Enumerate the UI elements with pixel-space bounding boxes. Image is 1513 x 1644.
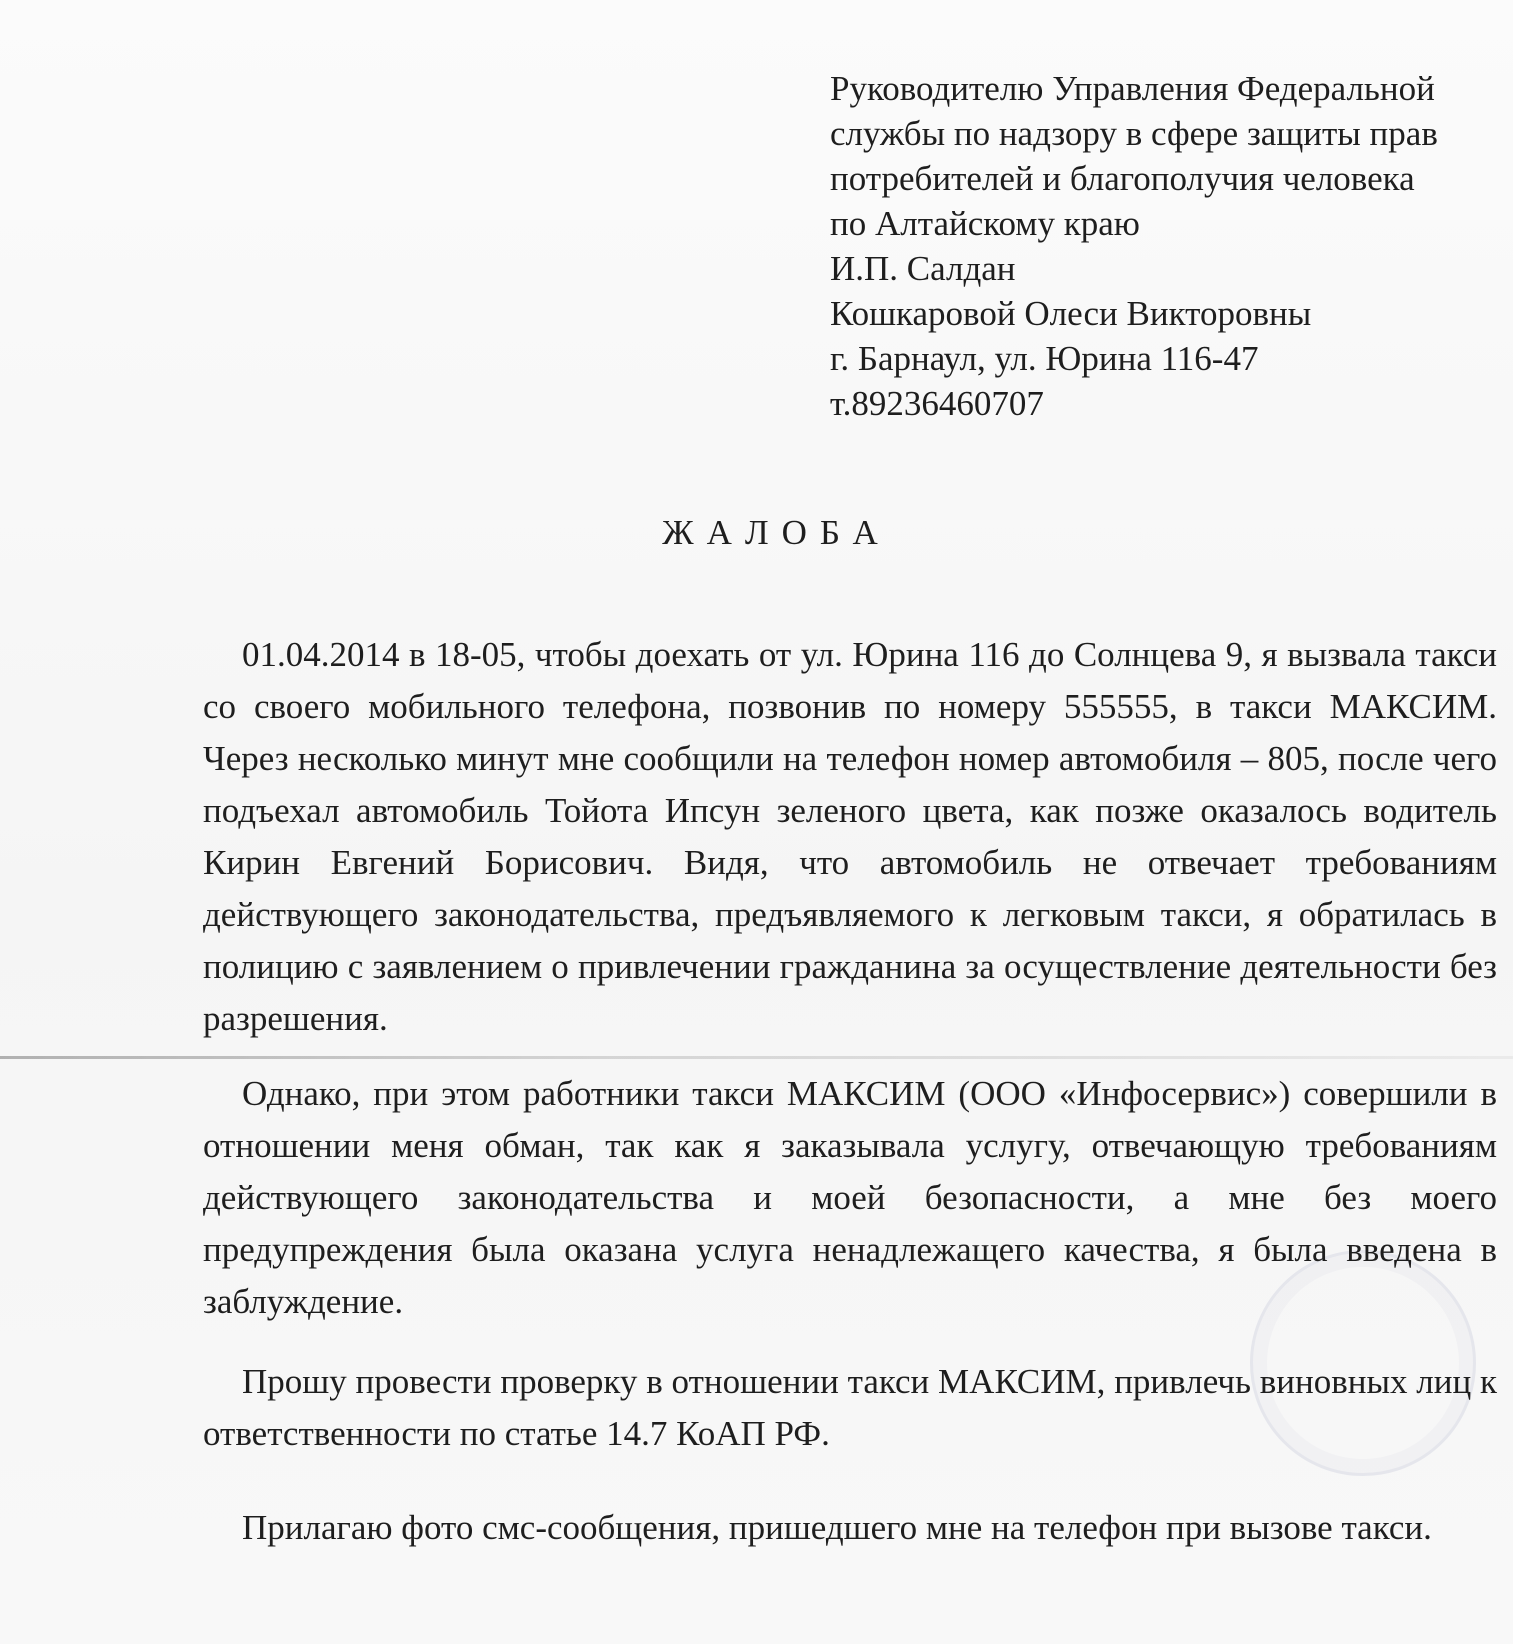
addressee-line: службы по надзору в сфере защиты прав <box>830 114 1438 153</box>
body-paragraph: Прилагаю фото смс-сообщения, пришедшего мне на телефон при вызове такси. <box>242 1508 1432 1547</box>
body-paragraph: Прошу провести проверку в отношении такси МАКСИМ, привлечь виновных лиц к ответственности по статье 14.7 КоАП РФ. <box>203 1362 1497 1453</box>
addressee-line: потребителей и благополучия человека <box>830 159 1415 198</box>
addressee-line: Кошкаровой Олеси Викторовны <box>830 294 1312 333</box>
addressee-line: т.89236460707 <box>830 384 1044 423</box>
body-paragraph: Однако, при этом работники такси МАКСИМ (ООО «Инфосервис») совершили в отношении меня обман, так как я заказывала услугу, отвечающую требованиям действующего законодательства и моей безопасности, а мне без моего предупреждения была оказана услуга ненадлежащего качества, я была введена в заблуждение. <box>203 1074 1497 1321</box>
addressee-line: И.П. Салдан <box>830 249 1016 288</box>
addressee-line: Руководителю Управления Федеральной <box>830 69 1435 108</box>
addressee-line: по Алтайскому краю <box>830 204 1140 243</box>
addressee-line: г. Барнаул, ул. Юрина 116-47 <box>830 339 1259 378</box>
addressee-block <box>830 66 1510 426</box>
body-paragraph: 01.04.2014 в 18-05, чтобы доехать от ул. Юрина 116 до Солнцева 9, я вызвала такси со своего мобильного телефона, позвонив по номеру 555555, в такси МАКСИМ. Через несколько минут мне сообщили на телефон номер автомобиля – 805, после чего подъехал автомобиль Тойота Ипсун зеленого цвета, как позже оказалось водитель Кирин Евгений Борисович. Видя, что автомобиль не отвечает требованиям действующего законодательства, предъявляемого к легковым такси, я обратилась в полицию с заявлением о привлечении гражданина за осуществление деятельности без разрешения. <box>203 635 1497 1038</box>
paper-fold-line <box>0 1056 1513 1059</box>
document-title: ЖАЛОБА <box>662 513 891 552</box>
